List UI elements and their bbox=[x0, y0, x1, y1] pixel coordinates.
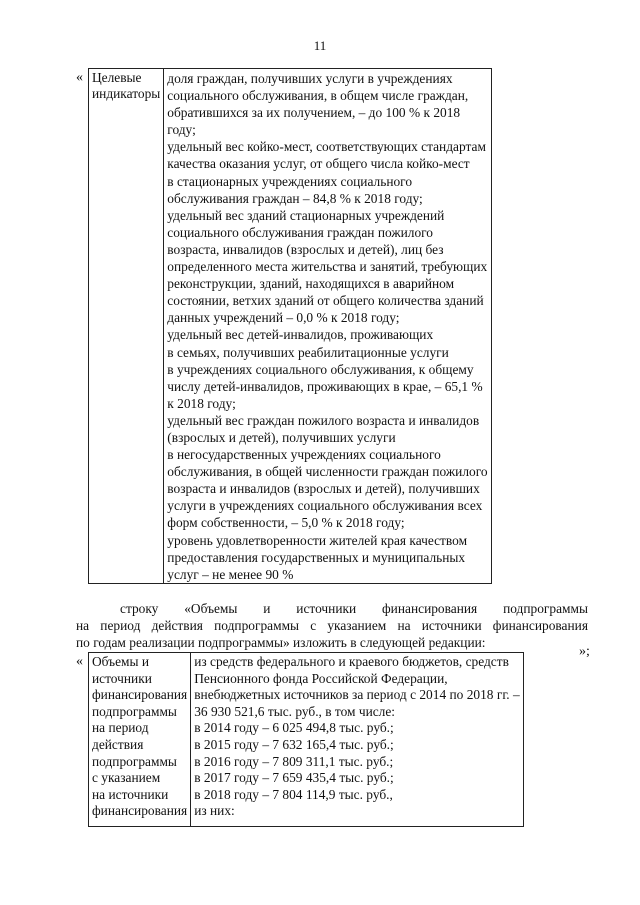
value-line: в 2017 году – 7 659 435,4 тыс. руб.; bbox=[194, 770, 394, 786]
value-line: услуги в учреждениях социального обслуживания всех bbox=[167, 498, 483, 514]
value-line: качества оказания услуг, от общего числа койко-мест bbox=[167, 156, 470, 172]
value-line: в негосударственных учреждениях социального bbox=[167, 447, 441, 463]
page-number: 11 bbox=[313, 38, 327, 53]
value-line: из средств федерального и краевого бюджетов, средств bbox=[194, 654, 509, 669]
value-line: форм собственности, – 5,0 % к 2018 году; bbox=[167, 515, 405, 531]
value-line: услуг – не менее 90 % bbox=[167, 566, 294, 582]
value-line: к 2018 году; bbox=[167, 395, 236, 411]
financing-value-cell bbox=[191, 653, 524, 827]
closing-quote: »; bbox=[579, 644, 590, 659]
value-line: данных учреждений – 0,0 % к 2018 году; bbox=[167, 310, 400, 326]
value-line: реконструкции, зданий, находящихся в аварийном bbox=[167, 276, 455, 292]
value-line: удельный вес зданий стационарных учреждений bbox=[167, 207, 445, 223]
label-line: с указанием bbox=[92, 770, 161, 786]
label-line: источники bbox=[92, 670, 152, 686]
instruction-paragraph bbox=[76, 600, 588, 651]
value-line: внебюджетных источников за период с 2014 по 2018 гг. – bbox=[194, 687, 520, 703]
label-line: на источники bbox=[92, 786, 169, 802]
value-line: в 2016 году – 7 809 311,1 тыс. руб.; bbox=[194, 753, 394, 769]
value-line: удельный вес детей-инвалидов, проживающих bbox=[167, 327, 434, 343]
label-line: Целевые bbox=[92, 70, 142, 85]
value-line: удельный вес граждан пожилого возраста и инвалидов bbox=[167, 412, 480, 428]
target-indicators-table bbox=[88, 68, 492, 584]
value-line: из них: bbox=[194, 803, 235, 819]
indicators-label-cell bbox=[89, 69, 164, 584]
value-line: Пенсионного фонда Российской Федерации, bbox=[194, 670, 448, 686]
label-line: финансирования bbox=[92, 687, 188, 703]
opening-quote: « bbox=[76, 70, 83, 85]
paragraph-line: по годам реализации подпрограммы» изложить в следующей редакции: bbox=[76, 635, 486, 650]
label-line: индикаторы bbox=[92, 86, 161, 101]
value-line: в стационарных учреждениях социального bbox=[167, 173, 413, 189]
label-line: на период bbox=[92, 720, 149, 736]
financing-table bbox=[88, 652, 524, 827]
value-line: в 2014 году – 6 025 494,8 тыс. руб.; bbox=[194, 720, 394, 736]
label-line: подпрограммы bbox=[92, 753, 177, 769]
label-line: финансирования bbox=[92, 803, 188, 819]
value-line: в 2015 году – 7 632 165,4 тыс. руб.; bbox=[194, 736, 394, 752]
label-line: Объемы и bbox=[92, 654, 150, 669]
value-line: в семьях, получивших реабилитационные услуги bbox=[167, 344, 449, 360]
value-line: социального обслуживания, в общем числе граждан, bbox=[167, 88, 469, 104]
value-line: возраста, инвалидов (взрослых и детей), лиц без bbox=[167, 241, 444, 257]
value-line: определенного места жительства и занятий, требующих bbox=[167, 259, 488, 275]
value-line: году; bbox=[167, 122, 196, 138]
paragraph-line: на период действия подпрограммы с указанием на источники финансирования bbox=[76, 618, 588, 633]
opening-quote: « bbox=[76, 654, 83, 669]
value-line: доля граждан, получивших услуги в учреждениях bbox=[167, 71, 453, 86]
table-row bbox=[89, 653, 524, 827]
value-line: состоянии, ветхих зданий от общего количества зданий bbox=[167, 293, 484, 309]
value-line: уровень удовлетворенности жителей края качеством bbox=[167, 532, 468, 548]
table-row bbox=[89, 69, 492, 584]
value-line: в учреждениях социального обслуживания, к общему bbox=[167, 361, 474, 377]
value-line: обратившихся за их получением, – до 100 % к 2018 bbox=[167, 105, 461, 121]
value-line: обслуживания, в общей численности граждан пожилого bbox=[167, 464, 488, 480]
value-line: числу детей-инвалидов, проживающих в крае, – 65,1 % bbox=[167, 378, 483, 394]
indicators-value-cell bbox=[164, 69, 491, 584]
value-line: возраста и инвалидов (взрослых и детей), получивших bbox=[167, 481, 480, 497]
value-line: (взрослых и детей), получивших услуги bbox=[167, 429, 396, 445]
paragraph-line: строку «Объемы и источники финансирования подпрограммы bbox=[120, 601, 588, 616]
financing-label-cell bbox=[89, 653, 191, 827]
value-line: удельный вес койко-мест, соответствующих стандартам bbox=[167, 139, 486, 155]
value-line: 36 930 521,6 тыс. руб., в том числе: bbox=[194, 703, 396, 719]
label-line: подпрограммы bbox=[92, 703, 177, 719]
value-line: обслуживания граждан – 84,8 % к 2018 году; bbox=[167, 190, 423, 206]
label-line: действия bbox=[92, 736, 144, 752]
value-line: социального обслуживания граждан пожилого bbox=[167, 224, 433, 240]
value-line: предоставления государственных и муниципальных bbox=[167, 549, 466, 565]
value-line: в 2018 году – 7 804 114,9 тыс. руб., bbox=[194, 786, 393, 802]
